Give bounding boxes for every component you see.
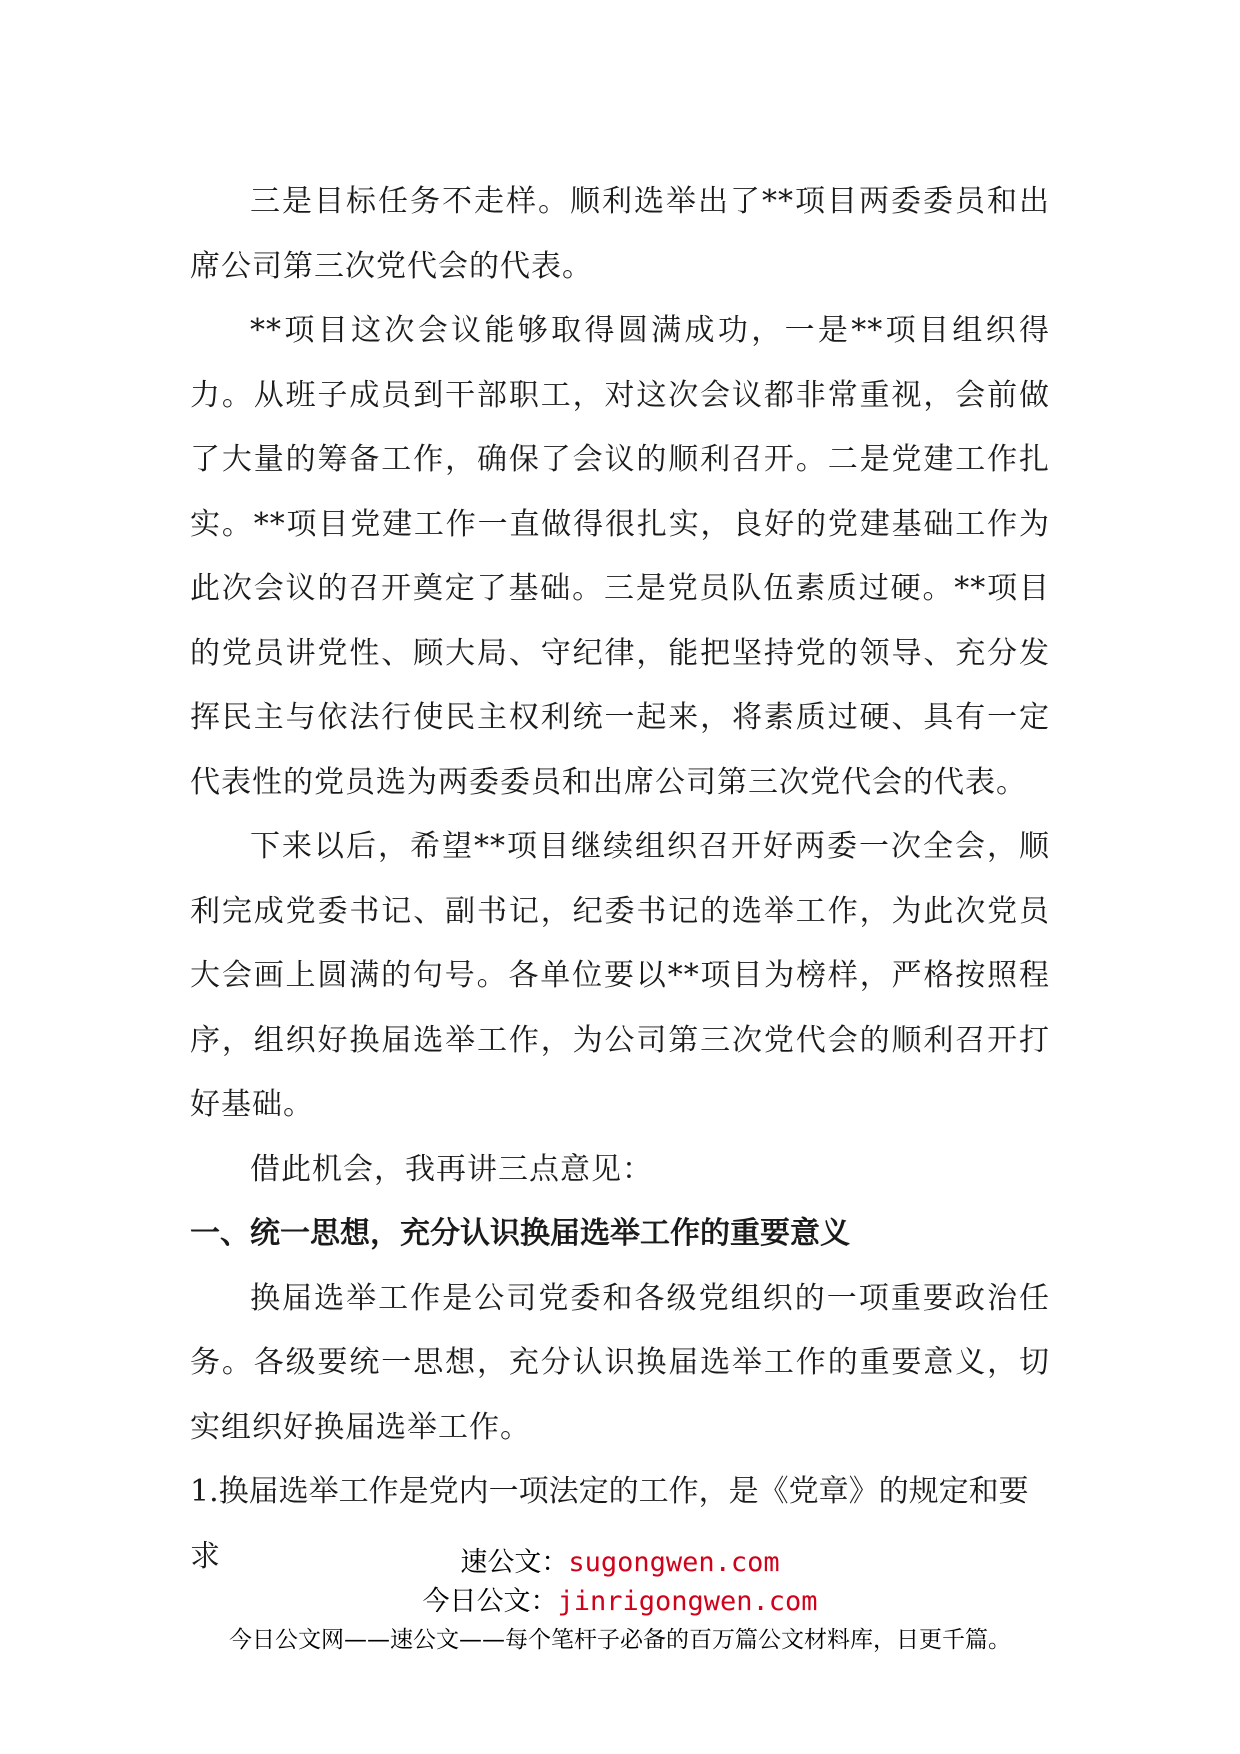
- section-heading-1: 一、统一思想，充分认识换届选举工作的重要意义: [190, 1216, 850, 1251]
- footer-link-jinrigongwen[interactable]: jinrigongwen.com: [557, 1586, 818, 1617]
- paragraph-meeting-success: **项目这次会议能够取得圆满成功，一是**项目组织得力。从班子成员到干部职工，对这次会议都非常重视，会前做了大量的筹备工作，确保了会议的顺利召开。二是党建工作扎实。**项目党建工作一直做得很扎实，良好的党建基础工作为此次会议的召开奠定了基础。三是党员队伍素质过硬。**项目的党员讲党性、顾大局、守纪律，能把坚持党的领导、充分发挥民主与依法行使民主权利统一起来，将素质过硬、具有一定代表性的党员选为两委委员和出席公司第三次党代会的代表。: [190, 313, 1050, 800]
- paragraph-three-opinions: 借此机会，我再讲三点意见：: [250, 1151, 653, 1187]
- paragraph-goal-tasks: 三是目标任务不走样。顺利选举出了**项目两委委员和出席公司第三次党代会的代表。: [190, 184, 1050, 284]
- footer-tagline: 今日公文网——速公文——每个笔杆子必备的百万篇公文材料库，日更千篇。: [229, 1627, 1011, 1653]
- paragraph-election-importance: 换届选举工作是公司党委和各级党组织的一项重要政治任务。各级要统一思想，充分认识换届选举工作的重要意义，切实组织好换届选举工作。: [190, 1280, 1050, 1445]
- footer-label-sugongwen: 速公文：: [460, 1547, 569, 1578]
- paragraph-next-steps: 下来以后，希望**项目继续组织召开好两委一次全会，顺利完成党委书记、副书记，纪委书记的选举工作，为此次党员大会画上圆满的句号。各单位要以**项目为榜样，严格按照程序，组织好换届选举工作，为公司第三次党代会的顺利召开打好基础。: [190, 829, 1050, 1122]
- footer-label-jinrigongwen: 今日公文：: [422, 1586, 558, 1617]
- list-item-1: 1.换届选举工作是党内一项法定的工作，是《党章》的规定和要求: [190, 1474, 1029, 1574]
- footer-sugongwen: [0, 1545, 1240, 1581]
- footer-link-sugongwen[interactable]: sugongwen.com: [568, 1547, 780, 1578]
- footer-jinrigongwen: [0, 1584, 1240, 1620]
- document-body: [190, 170, 1050, 1589]
